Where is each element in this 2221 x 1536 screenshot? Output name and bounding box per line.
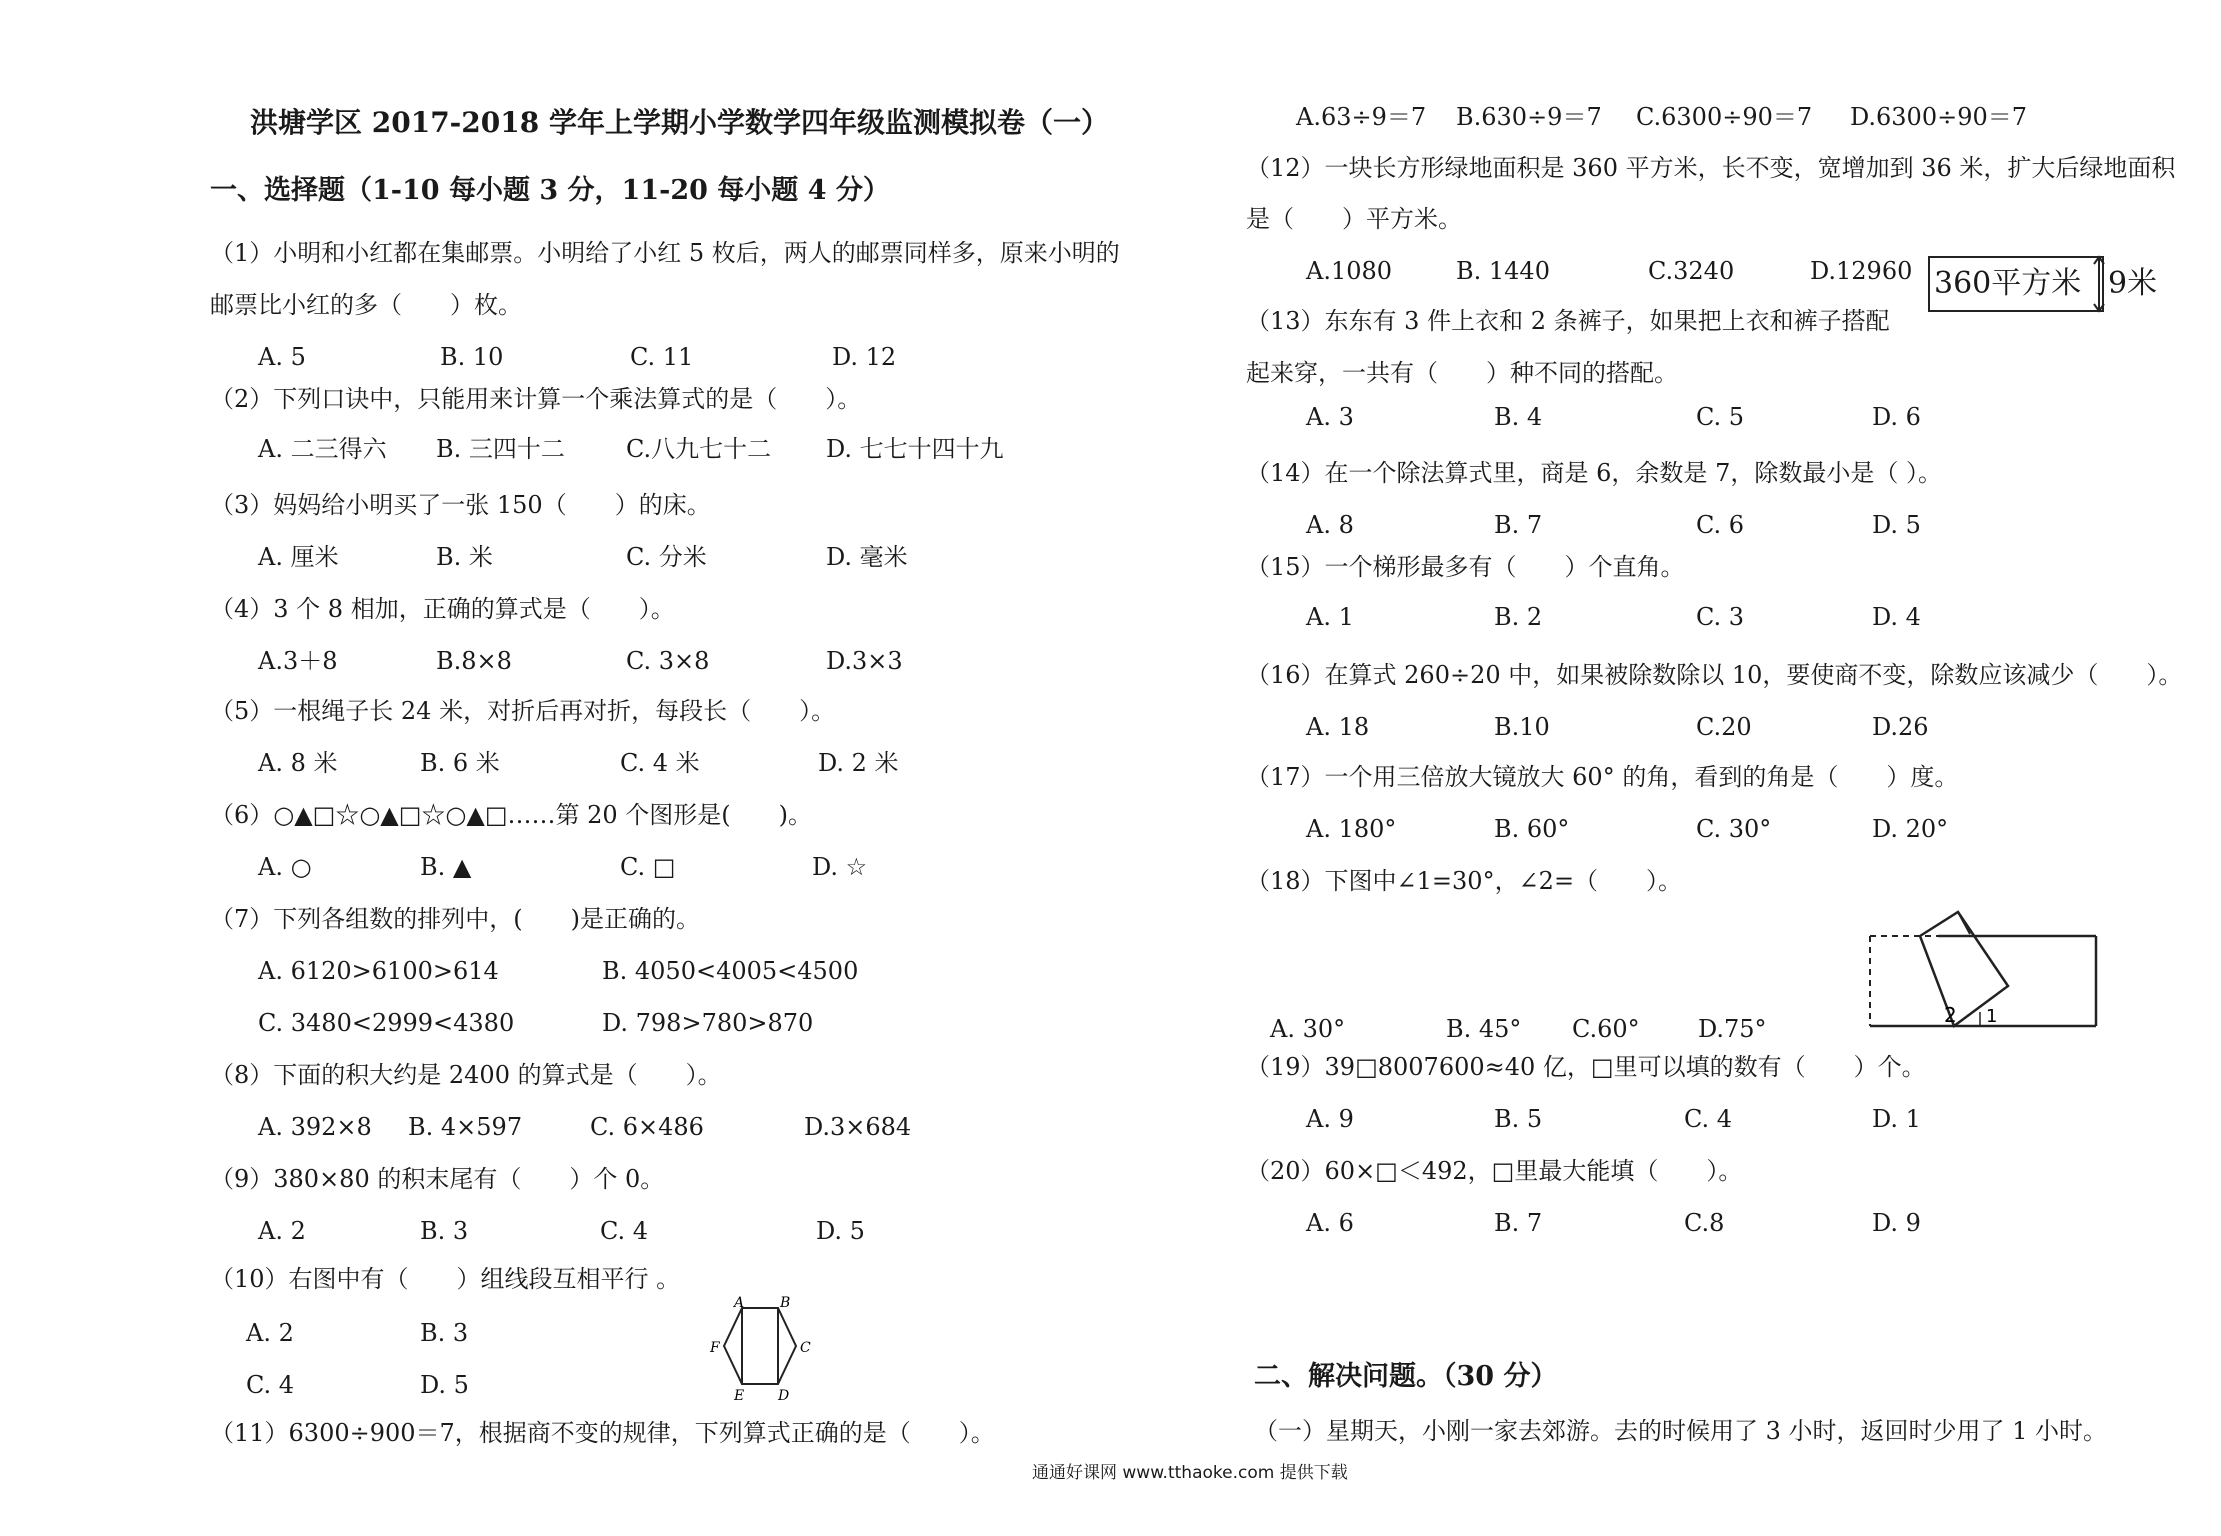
question-11-option-a: A.63÷9＝7 <box>1296 103 1427 131</box>
question-1-option-b: B. 10 <box>440 343 504 371</box>
hexagon-label-c: C <box>800 1340 811 1356</box>
question-12-option-b: B. 1440 <box>1456 257 1550 285</box>
question-12-stem-line2: 是（ ）平方米。 <box>1246 205 1462 233</box>
question-12-option-a: A.1080 <box>1306 257 1393 285</box>
question-6-option-d: D. ☆ <box>812 853 868 881</box>
question-5-option-c: C. 4 米 <box>620 749 700 777</box>
question-19-stem: （19）39□8007600≈40 亿，□里可以填的数有（ ）个。 <box>1246 1053 1926 1081</box>
question-18-option-d: D.75° <box>1698 1015 1767 1043</box>
question-1-stem-line1: （1）小明和小红都在集邮票。小明给了小红 5 枚后，两人的邮票同样多，原来小明的 <box>210 239 1120 267</box>
question-10-option-b: B. 3 <box>420 1319 469 1347</box>
hexagon-label-b: B <box>780 1296 791 1311</box>
green-field-width-label: 9米 <box>2108 266 2158 301</box>
question-18-option-c: C.60° <box>1572 1015 1640 1043</box>
question-17-option-b: B. 60° <box>1494 815 1570 843</box>
question-20-option-a: A. 6 <box>1306 1209 1354 1237</box>
question-1-option-a: A. 5 <box>258 343 306 371</box>
question-4-option-d: D.3×3 <box>826 647 903 675</box>
question-5-stem: （5）一根绳子长 24 米，对折后再对折，每段长（ ）。 <box>210 697 836 725</box>
question-2-option-d: D. 七七十四十九 <box>826 435 1004 463</box>
question-5-option-b: B. 6 米 <box>420 749 500 777</box>
question-20-option-c: C.8 <box>1684 1209 1725 1237</box>
question-10-option-a: A. 2 <box>246 1319 294 1347</box>
question-17-option-c: C. 30° <box>1696 815 1772 843</box>
question-2-stem: （2）下列口诀中，只能用来计算一个乘法算式的是（ ）。 <box>210 385 862 413</box>
question-4-option-c: C. 3×8 <box>626 647 710 675</box>
question-4-option-b: B.8×8 <box>436 647 512 675</box>
question-17-option-a: A. 180° <box>1306 815 1397 843</box>
question-8-option-a: A. 392×8 <box>258 1113 372 1141</box>
question-14-option-c: C. 6 <box>1696 511 1745 539</box>
hexagon-label-a: A <box>734 1296 745 1311</box>
question-16-option-d: D.26 <box>1872 713 1929 741</box>
question-20-stem: （20）60×□＜492，□里最大能填（ ）。 <box>1246 1157 1743 1185</box>
section-heading-choice: 一、选择题（1-10 每小题 3 分，11-20 每小题 4 分） <box>210 175 890 206</box>
question-13-option-d: D. 6 <box>1872 403 1921 431</box>
question-10-stem: （10）右图中有（ ）组线段互相平行 。 <box>210 1265 681 1293</box>
question-14-option-b: B. 7 <box>1494 511 1543 539</box>
question-11-option-b: B.630÷9＝7 <box>1456 103 1602 131</box>
question-13-option-a: A. 3 <box>1306 403 1354 431</box>
question-12-stem-line1: （12）一块长方形绿地面积是 360 平方米，长不变，宽增加到 36 米，扩大后绿地面积 <box>1246 154 2176 182</box>
width-dimension-arrow <box>2092 254 2106 314</box>
question-12-option-d: D.12960 <box>1810 257 1913 285</box>
question-11-stem: （11）6300÷900＝7，根据商不变的规律，下列算式正确的是（ ）。 <box>210 1419 995 1447</box>
page-title: 洪塘学区 2017-2018 学年上学期小学数学四年级监测模拟卷（一） <box>250 106 1109 139</box>
question-7-option-c: C. 3480<2999<4380 <box>258 1009 515 1037</box>
question-14-stem: （14）在一个除法算式里，商是 6，余数是 7，除数最小是（ ）。 <box>1246 459 1942 487</box>
question-14-option-a: A. 8 <box>1306 511 1354 539</box>
green-field-area-label: 360平方米 <box>1934 266 2082 301</box>
question-3-option-a: A. 厘米 <box>258 543 339 571</box>
question-5-option-a: A. 8 米 <box>258 749 338 777</box>
question-3-stem: （3）妈妈给小明买了一张 150（ ）的床。 <box>210 491 711 519</box>
question-5-option-d: D. 2 米 <box>818 749 899 777</box>
question-6-option-a: A. ○ <box>258 853 312 881</box>
question-3-option-b: B. 米 <box>436 543 493 571</box>
question-20-option-d: D. 9 <box>1872 1209 1921 1237</box>
question-7-option-a: A. 6120>6100>614 <box>258 957 499 985</box>
question-2-option-b: B. 三四十二 <box>436 435 565 463</box>
question-1-option-c: C. 11 <box>630 343 694 371</box>
question-18-stem: （18）下图中∠1=30°，∠2=（ ）。 <box>1246 867 1683 895</box>
question-2-option-a: A. 二三得六 <box>258 435 387 463</box>
angle-2-label: 2 <box>1944 1003 1957 1027</box>
hexagon-label-d: D <box>778 1388 790 1404</box>
question-7-option-d: D. 798>780>870 <box>602 1009 814 1037</box>
question-3-option-c: C. 分米 <box>626 543 707 571</box>
question-1-stem-line2: 邮票比小红的多（ ）枚。 <box>210 291 522 319</box>
question-1-option-d: D. 12 <box>832 343 897 371</box>
question-17-option-d: D. 20° <box>1872 815 1949 843</box>
question-8-option-b: B. 4×597 <box>408 1113 523 1141</box>
section-heading-problems: 二、解决问题。（30 分） <box>1254 1361 1558 1392</box>
question-15-option-d: D. 4 <box>1872 603 1921 631</box>
question-11-option-d: D.6300÷90＝7 <box>1850 103 2028 131</box>
question-9-option-b: B. 3 <box>420 1217 469 1245</box>
question-12-option-c: C.3240 <box>1648 257 1735 285</box>
question-9-option-d: D. 5 <box>816 1217 865 1245</box>
angle-1-label: 1 <box>1986 1006 1998 1027</box>
folded-rectangle-figure <box>1862 908 2122 1038</box>
question-20-option-b: B. 7 <box>1494 1209 1543 1237</box>
question-8-stem: （8）下面的积大约是 2400 的算式是（ ）。 <box>210 1061 722 1089</box>
question-18-option-a: A. 30° <box>1270 1015 1346 1043</box>
question-19-option-d: D. 1 <box>1872 1105 1921 1133</box>
question-4-option-a: A.3＋8 <box>258 647 338 675</box>
hexagon-figure <box>700 1296 820 1406</box>
question-15-option-c: C. 3 <box>1696 603 1745 631</box>
question-11-option-c: C.6300÷90＝7 <box>1636 103 1813 131</box>
question-13-stem-line1: （13）东东有 3 件上衣和 2 条裤子，如果把上衣和裤子搭配 <box>1246 307 1890 335</box>
question-16-option-b: B.10 <box>1494 713 1550 741</box>
question-17-stem: （17）一个用三倍放大镜放大 60° 的角，看到的角是（ ）度。 <box>1246 763 1959 791</box>
problem-1-text: （一）星期天，小刚一家去郊游。去的时候用了 3 小时，返回时少用了 1 小时。 <box>1254 1417 2108 1445</box>
footer-source: 通通好课网 www.tthaoke.com 提供下载 <box>1032 1463 1348 1483</box>
question-15-option-b: B. 2 <box>1494 603 1543 631</box>
question-16-option-c: C.20 <box>1696 713 1752 741</box>
question-14-option-d: D. 5 <box>1872 511 1921 539</box>
question-10-option-d: D. 5 <box>420 1371 469 1399</box>
question-19-option-a: A. 9 <box>1306 1105 1354 1133</box>
question-7-option-b: B. 4050<4005<4500 <box>602 957 859 985</box>
hexagon-label-f: F <box>710 1340 720 1356</box>
question-9-option-c: C. 4 <box>600 1217 649 1245</box>
question-19-option-c: C. 4 <box>1684 1105 1733 1133</box>
question-4-stem: （4）3 个 8 相加，正确的算式是（ ）。 <box>210 595 675 623</box>
question-13-stem-line2: 起来穿，一共有（ ）种不同的搭配。 <box>1246 359 1678 387</box>
question-9-option-a: A. 2 <box>258 1217 306 1245</box>
hexagon-label-e: E <box>734 1388 745 1404</box>
question-8-option-c: C. 6×486 <box>590 1113 704 1141</box>
question-7-stem: （7）下列各组数的排列中，( )是正确的。 <box>210 905 700 933</box>
question-3-option-d: D. 毫米 <box>826 543 908 571</box>
question-8-option-d: D.3×684 <box>804 1113 912 1141</box>
question-6-option-c: C. □ <box>620 853 676 881</box>
question-13-option-b: B. 4 <box>1494 403 1543 431</box>
question-18-option-b: B. 45° <box>1446 1015 1522 1043</box>
question-2-option-c: C.八九七十二 <box>626 435 772 463</box>
question-19-option-b: B. 5 <box>1494 1105 1543 1133</box>
question-6-stem: （6）○▲□☆○▲□☆○▲□……第 20 个图形是( )。 <box>210 801 813 829</box>
question-16-stem: （16）在算式 260÷20 中，如果被除数除以 10，要使商不变，除数应该减少（ ）。 <box>1246 661 2183 689</box>
question-15-option-a: A. 1 <box>1306 603 1354 631</box>
question-9-stem: （9）380×80 的积末尾有（ ）个 0。 <box>210 1165 665 1193</box>
question-13-option-c: C. 5 <box>1696 403 1745 431</box>
question-10-option-c: C. 4 <box>246 1371 295 1399</box>
question-15-stem: （15）一个梯形最多有（ ）个直角。 <box>1246 553 1685 581</box>
question-16-option-a: A. 18 <box>1306 713 1370 741</box>
question-6-option-b: B. ▲ <box>420 853 472 881</box>
